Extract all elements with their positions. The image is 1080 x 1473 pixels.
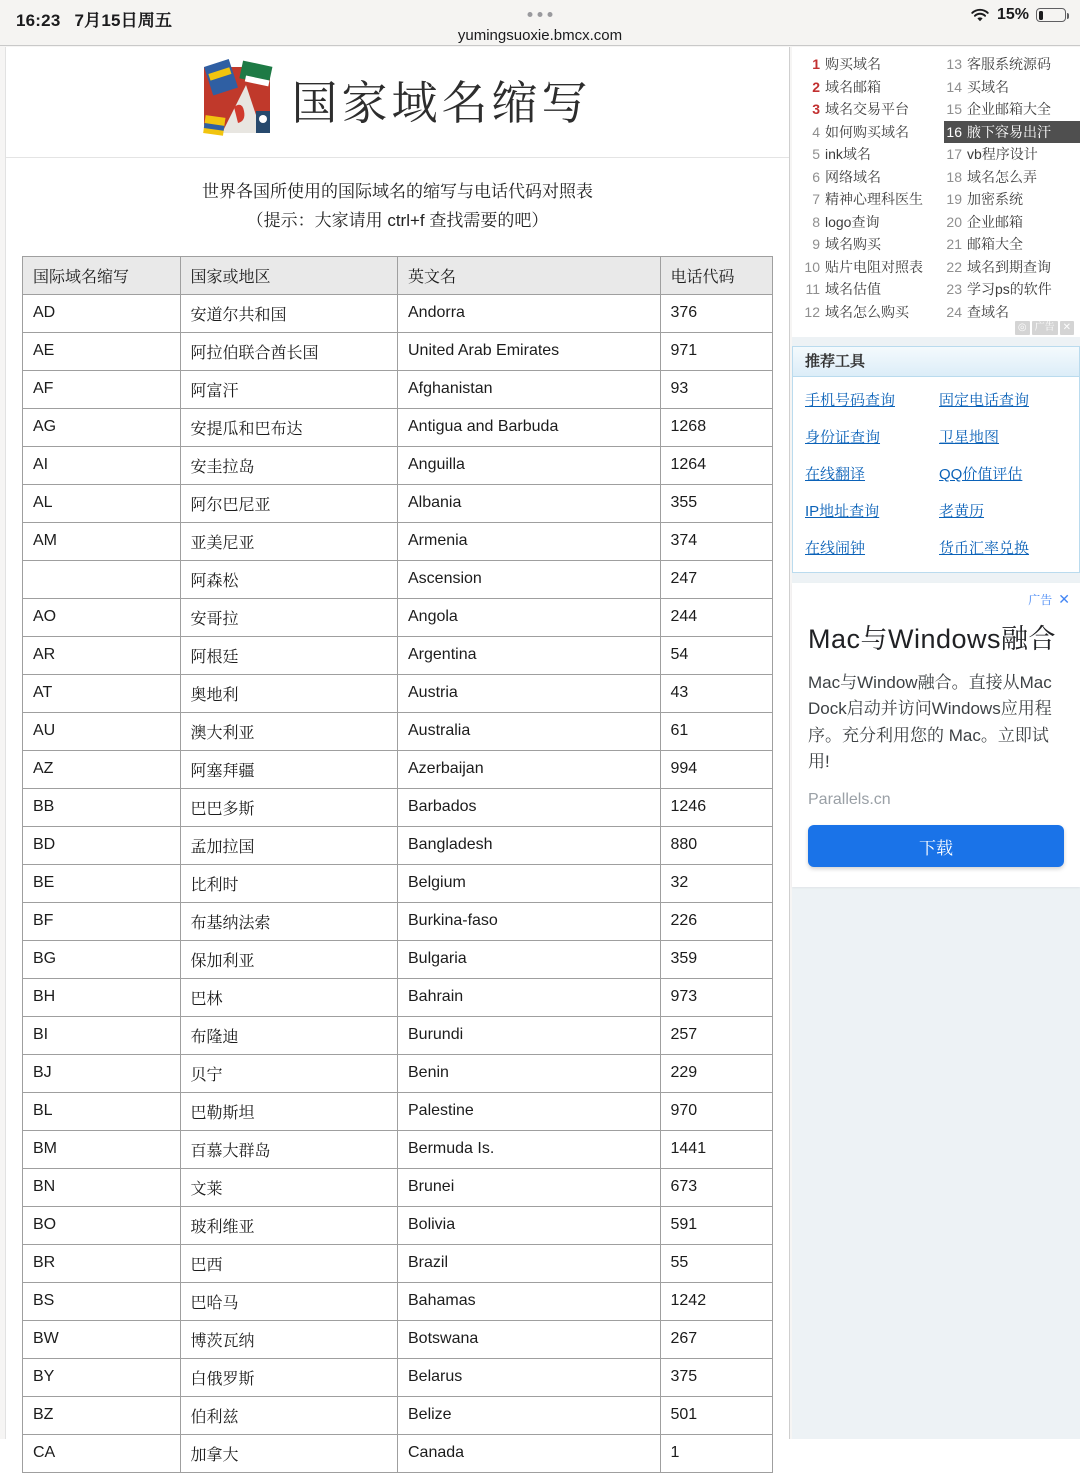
status-time: 16:23 [16,11,61,30]
table-cell: BY [23,1358,181,1396]
table-cell: 971 [660,332,773,370]
table-cell: 阿拉伯联合酋长国 [180,332,398,370]
subtitle-line2: （提示：大家请用 ctrl+f 查找需要的吧） [246,210,549,230]
ad-link-item-13[interactable] [944,53,1080,76]
table-row [23,1206,773,1244]
table-cell: BO [23,1206,181,1244]
ad-link-number: 23 [946,281,962,298]
ad-links-card [792,47,1080,337]
ad-link-number: 7 [812,191,820,208]
ad-link-label: 域名购买 [825,236,881,253]
table-cell: AF [23,370,181,408]
ad-link-item-15[interactable] [944,98,1080,121]
ad-link-item-17[interactable] [944,143,1080,166]
table-cell: Belarus [398,1358,661,1396]
table-cell: Azerbaijan [398,750,661,788]
table-cell: 比利时 [180,864,398,902]
table-cell: Argentina [398,636,661,674]
table-cell: Bulgaria [398,940,661,978]
ad-link-label: vb程序设计 [967,146,1038,163]
table-cell: 93 [660,370,773,408]
status-indicators [970,6,1066,24]
table-cell: 布隆迪 [180,1016,398,1054]
download-button[interactable]: 下载 [808,825,1064,867]
promo-close-icon[interactable]: ✕ [1058,591,1070,607]
ad-link-label: 域名交易平台 [825,101,909,118]
ad-link-number: 13 [946,56,962,73]
table-row [23,750,773,788]
table-cell: 61 [660,712,773,750]
table-row [23,636,773,674]
table-row [23,826,773,864]
table-row [23,294,773,332]
tool-link[interactable]: 在线翻译 [805,466,866,483]
battery-icon [1036,8,1066,22]
table-cell: 244 [660,598,773,636]
ad-link-number: 12 [804,303,820,320]
table-cell: BL [23,1092,181,1130]
status-bar [0,4,1080,28]
table-cell: 巴勒斯坦 [180,1092,398,1130]
ad-link-number: 18 [946,168,962,185]
table-row [23,864,773,902]
table-header-cell: 国际域名缩写 [23,256,181,294]
promo-body: Mac与Window融合。直接从Mac Dock启动并访问Windows应用程序。充分利用您的 Mac。立即试用! [808,673,1052,772]
table-cell: 阿富汗 [180,370,398,408]
table-row [23,674,773,712]
page-subtitle [6,178,789,236]
table-cell: 591 [660,1206,773,1244]
promo-ad-badge [1028,591,1070,608]
table-row [23,1358,773,1396]
table-cell: AG [23,408,181,446]
table-row [23,1168,773,1206]
table-cell: 阿尔巴尼亚 [180,484,398,522]
tool-link[interactable]: 身份证查询 [805,429,881,446]
ad-link-item-14[interactable] [944,76,1080,99]
table-cell: Bahamas [398,1282,661,1320]
table-cell: AE [23,332,181,370]
table-cell: 奥地利 [180,674,398,712]
table-cell: BW [23,1320,181,1358]
table-row [23,408,773,446]
table-row [23,788,773,826]
page-title: 国家域名缩写 [291,77,592,129]
table-cell: BN [23,1168,181,1206]
table-cell: 巴哈马 [180,1282,398,1320]
table-cell: 阿根廷 [180,636,398,674]
table-cell: Ascension [398,560,661,598]
table-cell: AI [23,446,181,484]
table-cell: 880 [660,826,773,864]
table-row [23,1434,773,1472]
table-cell: Austria [398,674,661,712]
table-cell: Botswana [398,1320,661,1358]
table-row [23,712,773,750]
ad-link-label: 腋下容易出汗 [967,123,1051,140]
table-cell: 亚美尼亚 [180,522,398,560]
table-cell: 1264 [660,446,773,484]
table-row [23,1282,773,1320]
tool-link[interactable]: 卫星地图 [939,429,1000,446]
table-row [23,1130,773,1168]
ad-link-item-16[interactable] [944,121,1080,144]
ad-link-label: logo查询 [825,213,880,230]
table-cell: Bangladesh [398,826,661,864]
ad-link-item-4[interactable] [802,121,940,144]
ad-link-label: 购买域名 [825,56,881,73]
table-row [23,978,773,1016]
table-row [23,446,773,484]
table-cell: AZ [23,750,181,788]
ad-link-label: ink域名 [825,146,871,163]
table-cell: 374 [660,522,773,560]
ad-link-label: 企业邮箱大全 [967,101,1051,118]
ad-link-item-7[interactable] [802,188,940,211]
table-cell: Benin [398,1054,661,1092]
table-cell: AL [23,484,181,522]
table-cell: 43 [660,674,773,712]
ad-link-number: 2 [812,78,820,95]
tool-link[interactable]: 货币汇率兑换 [939,540,1030,557]
table-cell [23,560,181,598]
table-cell: BJ [23,1054,181,1092]
table-cell: Belize [398,1396,661,1434]
table-cell: Brazil [398,1244,661,1282]
table-cell: 澳大利亚 [180,712,398,750]
table-cell: 贝宁 [180,1054,398,1092]
table-cell: 安道尔共和国 [180,294,398,332]
ad-close-icon[interactable]: ✕ [1060,321,1074,335]
table-cell: 白俄罗斯 [180,1358,398,1396]
table-cell: 巴巴多斯 [180,788,398,826]
ad-link-number: 6 [812,168,820,185]
table-cell: 973 [660,978,773,1016]
table-cell: Belgium [398,864,661,902]
ad-link-number: 20 [946,213,962,230]
table-cell: BE [23,864,181,902]
ad-link-label: 域名怎么购买 [825,303,909,320]
table-cell: Afghanistan [398,370,661,408]
ad-link-label: 买域名 [967,78,1009,95]
table-cell: Antigua and Barbuda [398,408,661,446]
table-cell: 501 [660,1396,773,1434]
table-cell: 355 [660,484,773,522]
table-row [23,902,773,940]
table-cell: Armenia [398,522,661,560]
ad-badge-label: 广告 [1032,321,1058,335]
ad-link-number: 22 [946,258,962,275]
table-cell: 267 [660,1320,773,1358]
ad-link-label: 域名怎么弄 [967,168,1037,185]
recommended-tools-card [792,346,1080,573]
ad-link-number: 10 [804,258,820,275]
table-cell: BB [23,788,181,826]
flags-app-icon [204,67,270,133]
ad-link-label: 邮箱大全 [967,236,1023,253]
table-row [23,332,773,370]
table-cell: 226 [660,902,773,940]
promo-source: Parallels.cn [808,791,891,809]
table-cell: 玻利维亚 [180,1206,398,1244]
table-cell: Angola [398,598,661,636]
table-cell: Australia [398,712,661,750]
ad-link-item-20[interactable] [944,211,1080,234]
ad-link-item-22[interactable] [944,256,1080,279]
tool-link[interactable]: 老黄历 [939,503,985,520]
main-content [5,47,790,1464]
table-cell: 375 [660,1358,773,1396]
table-row [23,1320,773,1358]
ad-link-label: 客服系统源码 [967,56,1051,73]
ad-link-number: 11 [805,281,820,298]
ad-link-item-11[interactable] [802,278,940,301]
table-row [23,370,773,408]
table-row [23,1244,773,1282]
table-cell: Canada [398,1434,661,1472]
ad-badge [1015,321,1074,335]
ad-link-item-5[interactable] [802,143,940,166]
table-cell: BI [23,1016,181,1054]
table-cell: BM [23,1130,181,1168]
ad-link-item-24[interactable] [944,301,1080,324]
ad-link-label: 贴片电阻对照表 [825,258,923,275]
table-cell: 55 [660,1244,773,1282]
ad-link-number: 19 [946,191,962,208]
table-cell: 1246 [660,788,773,826]
table-cell: 安圭拉岛 [180,446,398,484]
ad-link-number: 14 [946,78,962,95]
browser-chrome [0,0,1080,46]
ad-link-label: 网络域名 [825,168,881,185]
ad-link-label: 企业邮箱 [967,213,1023,230]
table-cell: Brunei [398,1168,661,1206]
table-cell: Burkina-faso [398,902,661,940]
table-cell: BD [23,826,181,864]
ad-link-label: 如何购买域名 [825,123,909,140]
table-cell: 加拿大 [180,1434,398,1472]
table-row [23,1054,773,1092]
ad-link-item-8[interactable] [802,211,940,234]
table-cell: 百慕大群岛 [180,1130,398,1168]
table-cell: Andorra [398,294,661,332]
ad-info-icon[interactable]: ◎ [1015,321,1030,335]
table-cell: 1268 [660,408,773,446]
table-cell: 1441 [660,1130,773,1168]
table-cell: 安哥拉 [180,598,398,636]
table-cell: Albania [398,484,661,522]
ad-link-item-6[interactable] [802,166,940,189]
table-cell: 孟加拉国 [180,826,398,864]
table-cell: 247 [660,560,773,598]
table-cell: 32 [660,864,773,902]
ad-link-item-2[interactable] [802,76,940,99]
table-cell: Bermuda Is. [398,1130,661,1168]
ad-link-item-3[interactable] [802,98,940,121]
table-cell: AU [23,712,181,750]
table-row [23,1092,773,1130]
ad-link-number: 5 [812,146,820,163]
table-cell: 阿塞拜疆 [180,750,398,788]
table-cell: CA [23,1434,181,1472]
table-cell: 博茨瓦纳 [180,1320,398,1358]
table-header-cell: 电话代码 [660,256,773,294]
table-cell: 文莱 [180,1168,398,1206]
table-cell: Bolivia [398,1206,661,1244]
table-cell: BG [23,940,181,978]
table-cell: 229 [660,1054,773,1092]
table-cell: 巴西 [180,1244,398,1282]
table-cell: 1242 [660,1282,773,1320]
tool-link[interactable]: 固定电话查询 [939,392,1030,409]
ad-link-number: 1 [812,56,820,73]
table-cell: United Arab Emirates [398,332,661,370]
promo-title: Mac与Windows融合 [808,624,1057,654]
url-bar[interactable]: yumingsuoxie.bmcx.com [457,27,623,44]
ad-link-label: 精神心理科医生 [825,191,923,208]
table-cell: BF [23,902,181,940]
ad-link-number: 16 [946,123,962,140]
table-cell: BS [23,1282,181,1320]
ad-link-number: 21 [946,236,962,253]
ad-link-item-23[interactable] [944,278,1080,301]
ad-link-number: 15 [946,101,962,118]
table-cell: Burundi [398,1016,661,1054]
table-cell: AR [23,636,181,674]
table-cell: 安提瓜和巴布达 [180,408,398,446]
domain-code-table [22,256,773,1473]
ad-link-number: 4 [812,123,820,140]
subtitle-line1: 世界各国所使用的国际域名的缩写与电话代码对照表 [202,182,593,201]
table-cell: 阿森松 [180,560,398,598]
table-cell: 巴林 [180,978,398,1016]
tool-link[interactable]: 手机号码查询 [805,392,896,409]
tool-link[interactable]: QQ价值评估 [939,466,1023,483]
table-cell: 257 [660,1016,773,1054]
ad-link-label: 域名到期查询 [967,258,1051,275]
table-row [23,484,773,522]
multitask-dots-icon[interactable] [528,12,553,17]
ad-link-label: 加密系统 [967,191,1023,208]
sidebar [792,47,1080,1439]
table-header-row [23,256,773,294]
battery-percent: 15% [996,6,1029,23]
ad-link-label: 域名邮箱 [825,78,881,95]
table-cell: AM [23,522,181,560]
wifi-icon [970,8,990,23]
table-row [23,560,773,598]
ad-link-label: 查域名 [967,303,1009,320]
ad-link-label: 学习ps的软件 [967,281,1052,298]
table-cell: 970 [660,1092,773,1130]
table-cell: AT [23,674,181,712]
ad-link-label: 域名估值 [825,281,881,298]
table-cell: Barbados [398,788,661,826]
promo-ad-label: 广告 [1028,593,1053,607]
table-cell: 保加利亚 [180,940,398,978]
ad-link-item-10[interactable] [802,256,940,279]
ad-link-item-12[interactable] [802,301,940,324]
tools-title: 推荐工具 [793,347,1079,377]
ad-link-number: 3 [812,101,820,118]
table-row [23,940,773,978]
table-cell: 673 [660,1168,773,1206]
ad-link-number: 8 [812,213,820,230]
status-date: 7月15日周五 [74,11,173,30]
table-cell: 376 [660,294,773,332]
ad-link-number: 24 [946,303,962,320]
table-header-cell: 国家或地区 [180,256,398,294]
table-cell: 359 [660,940,773,978]
tool-link[interactable]: IP地址查询 [805,503,880,520]
ad-link-item-21[interactable] [944,233,1080,256]
table-cell: 994 [660,750,773,788]
ad-link-number: 9 [812,236,820,253]
table-cell: 布基纳法索 [180,902,398,940]
page-header [6,47,789,158]
table-cell: Bahrain [398,978,661,1016]
table-cell: BZ [23,1396,181,1434]
table-header-cell: 英文名 [398,256,661,294]
table-cell: 伯利兹 [180,1396,398,1434]
table-cell: BH [23,978,181,1016]
table-cell: AO [23,598,181,636]
table-cell: 54 [660,636,773,674]
ad-link-item-18[interactable] [944,166,1080,189]
table-row [23,522,773,560]
ad-link-number: 17 [946,146,962,163]
table-cell: BR [23,1244,181,1282]
ad-link-item-1[interactable] [802,53,940,76]
table-cell: AD [23,294,181,332]
table-row [23,1016,773,1054]
tool-link[interactable]: 在线闹钟 [805,540,866,557]
table-cell: Anguilla [398,446,661,484]
table-cell: Palestine [398,1092,661,1130]
table-cell: 1 [660,1434,773,1472]
promo-ad-card [792,583,1080,887]
ad-link-item-9[interactable] [802,233,940,256]
ad-link-item-19[interactable] [944,188,1080,211]
table-row [23,1396,773,1434]
table-row [23,598,773,636]
